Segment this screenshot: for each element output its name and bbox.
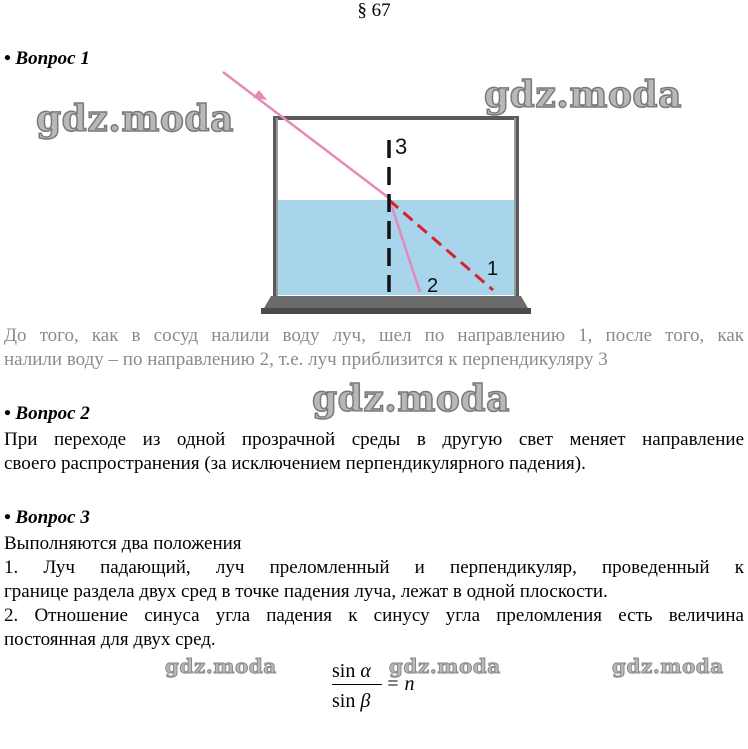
watermark: gdz.moda [165,654,277,678]
answer-3-line: постоянная для двух сред. [4,629,216,650]
watermark: gdz.moda [612,654,724,678]
vessel-base [263,296,529,310]
answer-1-line: До того, как в сосуд налили воду луч, шел по направлению 1, после того, как [4,325,744,346]
answer-3-intro: Выполняются два положения [4,533,242,554]
label-2: 2 [427,275,439,297]
answer-3-line: 1. Луч падающий, луч преломленный и перпендикуляр, проведенный к [4,557,744,578]
watermark: gdz.moda [36,98,234,140]
fraction-bar [332,684,382,685]
label-1: 1 [487,258,499,280]
watermark: gdz.moda [389,654,501,678]
watermark: gdz.moda [312,378,510,420]
answer-2-line: При переходе из одной прозрачной среды в другую свет меняет направление [4,429,744,450]
label-3: 3 [395,134,408,159]
section-number: § 67 [357,0,391,21]
answer-3 [4,532,744,652]
answer-2-line: своего распространения (за исключением перпендикулярного падения). [4,453,586,474]
formula-denominator-fn: sin [332,690,356,712]
formula-numerator-fn: sin [332,660,356,682]
formula-denominator-var: β [360,690,371,712]
question-1-heading: • Вопрос 1 [4,48,90,69]
answer-3-line: границе раздела двух сред в точке падения луча, лежат в одной плоскости. [4,581,608,602]
watermark: gdz.moda [484,74,682,116]
incident-ray [223,72,389,198]
question-3-heading: • Вопрос 3 [4,507,90,528]
formula-numerator-var: α [360,660,371,682]
water [277,200,515,295]
formula-rhs: = n [386,673,415,695]
question-2-heading: • Вопрос 2 [4,403,90,424]
answer-1 [4,324,744,372]
answer-1-line: налили воду – по направлению 2, т.е. луч приблизится к перпендикуляру 3 [4,349,608,370]
answer-2 [4,428,744,476]
answer-3-line: 2. Отношение синуса угла падения к синусу угла преломления есть величина [4,605,744,626]
